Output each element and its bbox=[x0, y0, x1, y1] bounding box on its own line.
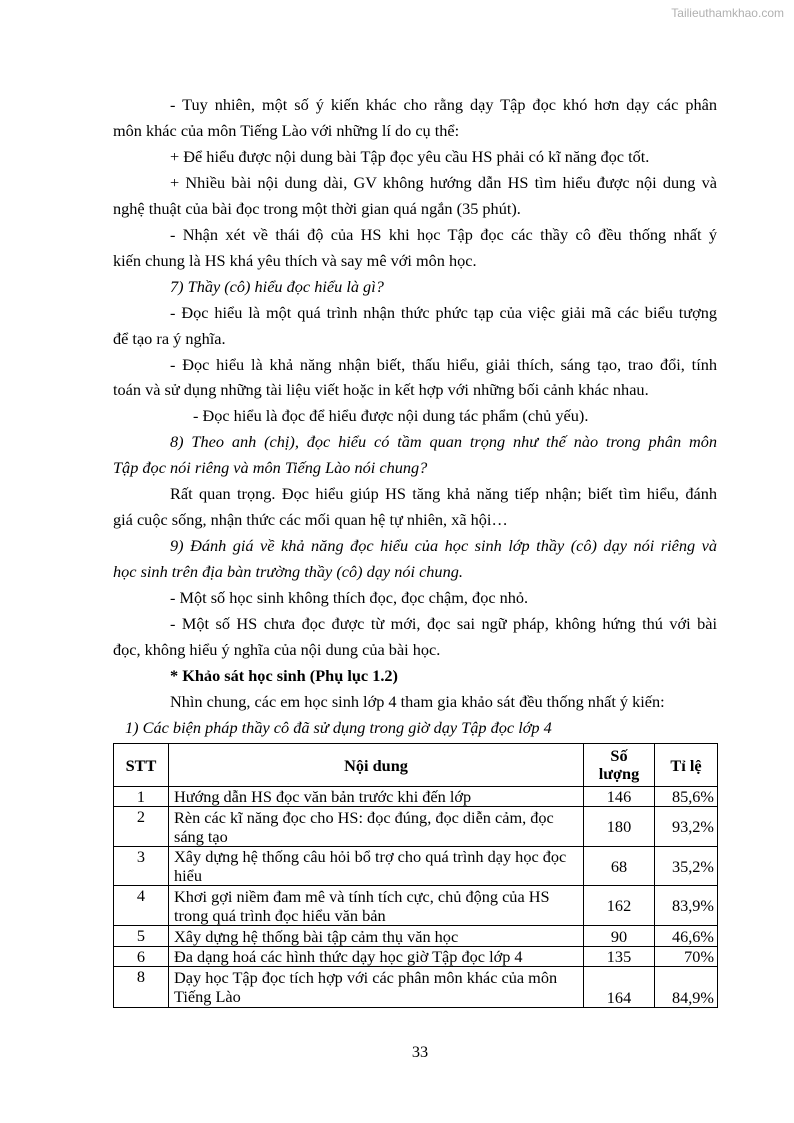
table-row bbox=[114, 787, 718, 807]
question-line: 7) Thầy (cô) hiểu đọc hiểu là gì? bbox=[170, 276, 384, 296]
row-content: Xây dựng hệ thống câu hỏi bổ trợ cho quá trình dạy học đọc hiểu bbox=[169, 847, 584, 886]
table-row bbox=[114, 947, 718, 967]
question-line: Tập đọc nói riêng và môn Tiếng Lào nói chung? bbox=[113, 458, 428, 478]
table-row bbox=[114, 886, 718, 926]
paragraph-line: đọc, không hiểu ý nghĩa của nội dung của bài học. bbox=[113, 639, 441, 659]
row-stt: 5 bbox=[114, 926, 169, 947]
question-line: học sinh trên địa bàn trường thầy (cô) dạy nói chung. bbox=[113, 562, 463, 582]
paragraph-line: Nhìn chung, các em học sinh lớp 4 tham gia khảo sát đều thống nhất ý kiến: bbox=[170, 691, 665, 711]
paragraph-line: kiến chung là HS khá yêu thích và say mê với môn học. bbox=[113, 250, 477, 270]
header-rate: Tỉ lệ bbox=[655, 744, 718, 787]
row-content: Rèn các kĩ năng đọc cho HS: đọc đúng, đọc diễn cảm, đọc sáng tạo bbox=[169, 807, 584, 847]
row-count: 146 bbox=[584, 787, 655, 807]
paragraph-line: - Một số học sinh không thích đọc, đọc chậm, đọc nhỏ. bbox=[170, 588, 529, 608]
row-stt: 8 bbox=[114, 967, 169, 1008]
paragraph-line: - Một số HS chưa đọc được từ mới, đọc sai ngữ pháp, không hứng thú với bài bbox=[170, 614, 717, 633]
row-stt: 4 bbox=[114, 886, 169, 926]
row-stt: 3 bbox=[114, 847, 169, 886]
row-rate: 85,6% bbox=[655, 787, 718, 807]
question-line: 9) Đánh giá về khả năng đọc hiểu của học sinh lớp thầy (cô) dạy nói riêng và bbox=[170, 536, 717, 556]
question-line: 1) Các biện pháp thầy cô đã sử dụng trong giờ dạy Tập đọc lớp 4 bbox=[125, 717, 552, 737]
table-row bbox=[114, 967, 718, 1008]
paragraph-line: - Đọc hiểu là khả năng nhận biết, thấu hiểu, giải thích, sáng tạo, trao đổi, tính bbox=[170, 354, 717, 374]
row-content: Khơi gợi niềm đam mê và tính tích cực, chủ động của HS trong quá trình đọc hiểu văn bản bbox=[169, 886, 584, 926]
question-line: 8) Theo anh (chị), đọc hiểu có tầm quan trọng như thế nào trong phân môn bbox=[170, 432, 717, 452]
row-rate: 35,2% bbox=[655, 847, 718, 886]
header-count: Số lượng bbox=[584, 744, 655, 787]
row-count: 135 bbox=[584, 947, 655, 967]
table-row bbox=[114, 926, 718, 947]
row-rate: 46,6% bbox=[655, 926, 718, 947]
row-content: Hướng dẫn HS đọc văn bản trước khi đến lớp bbox=[169, 787, 584, 807]
paragraph-line: - Nhận xét về thái độ của HS khi học Tập đọc các thầy cô đều thống nhất ý bbox=[170, 224, 717, 244]
row-stt: 1 bbox=[114, 787, 169, 807]
row-stt: 2 bbox=[114, 807, 169, 847]
watermark: Tailieuthamkhao.com bbox=[671, 6, 784, 20]
row-count: 164 bbox=[584, 967, 655, 1008]
paragraph-line: - Đọc hiểu là đọc để hiểu được nội dung tác phẩm (chủ yếu). bbox=[193, 406, 589, 426]
paragraph-line: nghệ thuật của bài đọc trong một thời gian quá ngắn (35 phút). bbox=[113, 198, 521, 218]
table-header-row bbox=[114, 744, 718, 787]
table-row bbox=[114, 847, 718, 886]
paragraph-line: Rất quan trọng. Đọc hiểu giúp HS tăng khả năng tiếp nhận; biết tìm hiểu, đánh bbox=[170, 484, 717, 504]
paragraph-line: giá cuộc sống, nhận thức các mối quan hệ tự nhiên, xã hội… bbox=[113, 510, 508, 530]
section-heading: * Khảo sát học sinh (Phụ lục 1.2) bbox=[170, 665, 398, 685]
table-row bbox=[114, 807, 718, 847]
header-content: Nội dung bbox=[169, 744, 584, 787]
row-content: Dạy học Tập đọc tích hợp với các phân môn khác của môn Tiếng Lào bbox=[169, 967, 584, 1008]
row-rate: 93,2% bbox=[655, 807, 718, 847]
survey-table bbox=[113, 743, 718, 1008]
paragraph-line: môn khác của môn Tiếng Lào với những lí do cụ thể: bbox=[113, 120, 460, 140]
row-rate: 83,9% bbox=[655, 886, 718, 926]
paragraph-line: - Tuy nhiên, một số ý kiến khác cho rằng dạy Tập đọc khó hơn dạy các phân bbox=[170, 95, 717, 114]
row-content: Đa dạng hoá các hình thức dạy học giờ Tập đọc lớp 4 bbox=[169, 947, 584, 967]
header-stt: STT bbox=[114, 744, 169, 787]
row-rate: 70% bbox=[655, 947, 718, 967]
row-count: 90 bbox=[584, 926, 655, 947]
paragraph-line: toán và sử dụng những tài liệu viết hoặc in kết hợp với những bối cảnh khác nhau. bbox=[113, 380, 649, 400]
paragraph-line: để tạo ra ý nghĩa. bbox=[113, 328, 226, 348]
paragraph-line: + Nhiều bài nội dung dài, GV không hướng dẫn HS tìm hiểu được nội dung và bbox=[170, 172, 717, 192]
paragraph-line: + Để hiểu được nội dung bài Tập đọc yêu cầu HS phải có kĩ năng đọc tốt. bbox=[170, 146, 650, 166]
row-rate: 84,9% bbox=[655, 967, 718, 1008]
paragraph-line: - Đọc hiểu là một quá trình nhận thức phức tạp của việc giải mã các biểu tượng bbox=[170, 302, 717, 322]
page-number: 33 bbox=[411, 1042, 429, 1061]
row-stt: 6 bbox=[114, 947, 169, 967]
row-count: 180 bbox=[584, 807, 655, 847]
row-count: 68 bbox=[584, 847, 655, 886]
row-count: 162 bbox=[584, 886, 655, 926]
row-content: Xây dựng hệ thống bài tập cảm thụ văn học bbox=[169, 926, 584, 947]
